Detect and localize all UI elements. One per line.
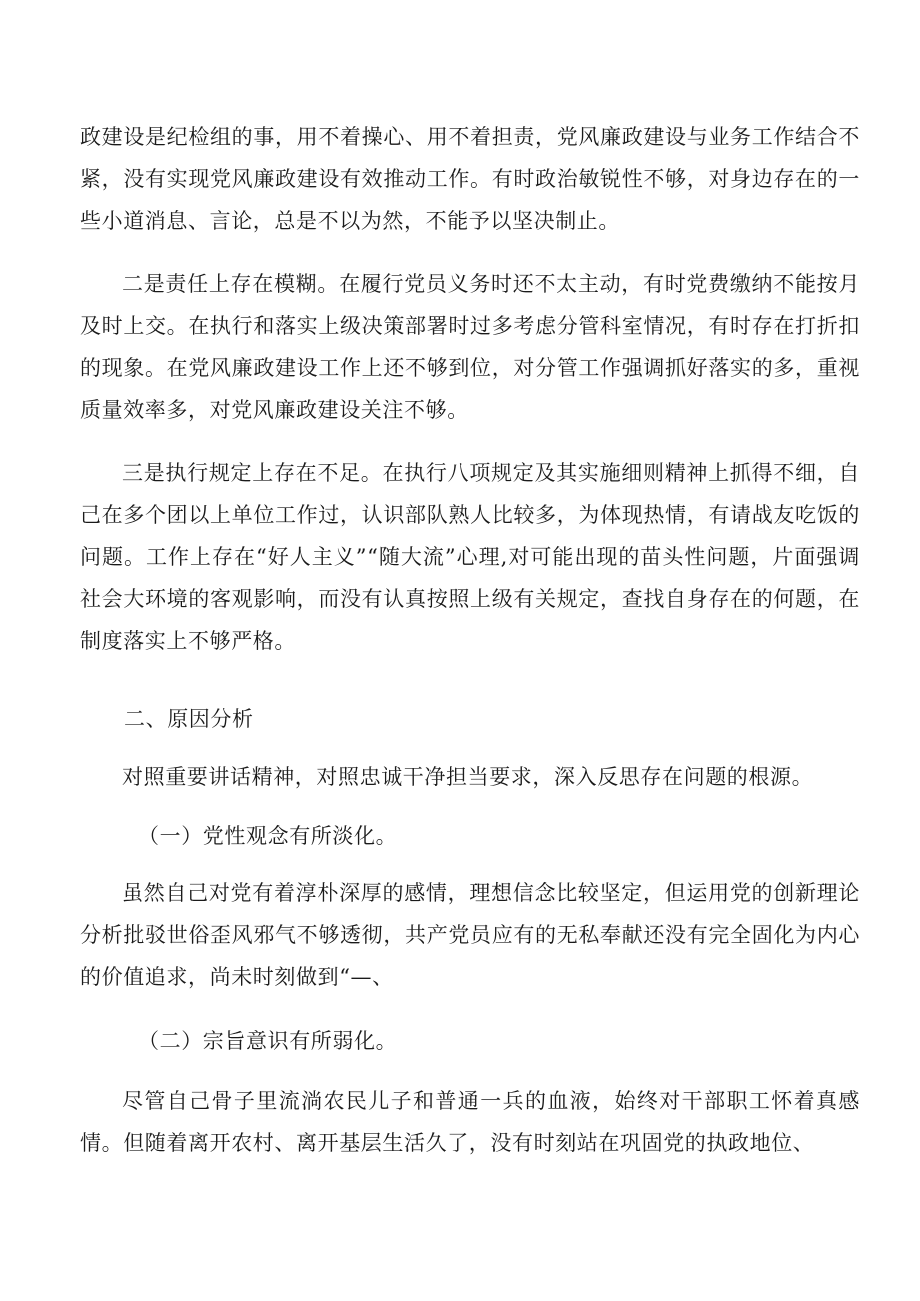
- paragraph-execution: 三是执行规定上存在不足。在执行八项规定及其实施细则精神上抓得不细，自己在多个团以上单位工作过，认识部队熟人比较多，为体现热情，有请战友吃饭的问题。工作上存在“好人主义”“随大流”心理,对可能出现的苗头性问题，片面强调社会大环境的客观影响，而没有认真按照上级有关规定，查找自身存在的何题，在制度落实上不够严格。: [80, 461, 860, 653]
- section-title: 二、原因分析: [124, 707, 254, 731]
- paragraph-intro: 对照重要讲话精神，对照忠诚干净担当要求，深入反思存在问题的根源。: [122, 765, 814, 789]
- paragraph-continued: 政建设是纪检组的事，用不着操心、用不着担责，党风廉政建设与业务工作结合不紧，没有实现党风廉政建设有效推动工作。有时政治敏锐性不够，对身边存在的一些小道消息、言论，总是不以为然，不能予以坚决制止。: [80, 125, 860, 233]
- paragraph-subsection-1: 虽然自己对党有着淳朴深厚的感情，理想信念比较坚定，但运用党的创新理论分析批驳世俗歪风邪气不够透彻，共产党员应有的无私奉献还没有完全固化为内心的价值追求，尚未时刻做到“—、: [80, 881, 860, 989]
- subsection-title-2: （二）宗旨意识有所弱化。: [138, 1029, 398, 1053]
- paragraph-responsibility: 二是责任上存在模糊。在履行党员义务时还不太主动，有时党费缴纳不能按月及时上交。在执行和落实上级决策部署时过多考虑分管科室情况，有时存在打折扣的现象。在党风廉政建设工作上还不够到位，对分管工作强调抓好落实的多，重视质量效率多，对党风廉政建设关注不够。: [80, 272, 860, 422]
- subsection-title-1: （一）党性观念有所淡化。: [138, 824, 398, 848]
- paragraph-subsection-2: 尽管自己骨子里流淌农民儿子和普通一兵的血液，始终对干部职工怀着真感情。但随着离开农村、离开基层生活久了，没有时刻站在巩固党的执政地位、: [80, 1089, 860, 1155]
